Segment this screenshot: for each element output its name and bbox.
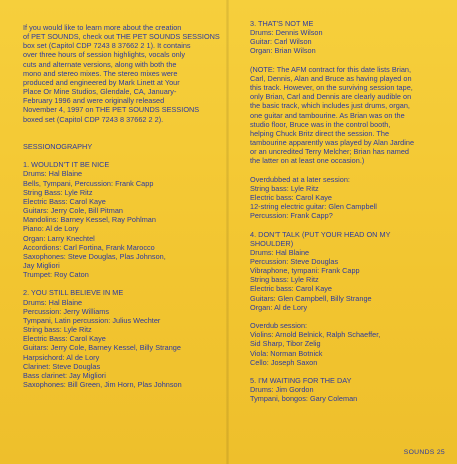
credit-line: Electric Bass: Carol Kaye xyxy=(23,334,106,344)
overdub-title: Overdub session: xyxy=(250,321,308,331)
credit-line: Sid Sharp, Tibor Zelig xyxy=(250,339,321,349)
credit-line: Electric bass: Carol Kaye xyxy=(250,192,333,202)
track-4-overdub-credits xyxy=(250,321,450,367)
credit-line: Drums: Jim Gordon xyxy=(250,385,314,395)
page-fold xyxy=(226,0,229,464)
credit-line: Harpsichord: Al de Lory xyxy=(23,352,100,362)
page-footer xyxy=(404,449,445,456)
intro-line: boxed set (Capitol CDP 7243 8 37662 2 2). xyxy=(23,114,164,124)
note-line: (NOTE: The AFM contract for this date lists Brian, xyxy=(250,64,412,74)
right-column xyxy=(250,19,450,403)
track-2-credits xyxy=(23,288,226,389)
track-title: 5. I'M WAITING FOR THE DAY xyxy=(250,376,352,386)
credit-line: 12-string electric guitar: Glen Campbell xyxy=(250,202,377,212)
credit-line: Tympani, bongos: Gary Coleman xyxy=(250,394,358,404)
credit-line: Organ: Larry Knechtel xyxy=(23,233,95,243)
page-number: 25 xyxy=(436,449,445,456)
track-5-credits xyxy=(250,376,450,403)
credit-line: Tympani, Latin percussion: Julius Wechter xyxy=(23,315,161,325)
intro-line: of PET SOUNDS, check out THE PET SOUNDS SESSIONS xyxy=(23,32,220,42)
intro-line: November 4, 1997 on THE PET SOUNDS SESSIONS xyxy=(23,105,200,115)
credit-line: Guitars: Jerry Cole, Barney Kessel, Billy Strange xyxy=(23,343,181,353)
credit-line: Violins: Arnold Belnick, Ralph Schaeffer, xyxy=(250,330,381,340)
credit-line: Guitars: Glen Campbell, Billy Strange xyxy=(250,293,372,303)
credit-line: Mandolins: Barney Kessel, Ray Pohlman xyxy=(23,215,156,225)
intro-line: over three hours of session highlights, vocals only xyxy=(23,50,186,60)
track-4-credits xyxy=(250,230,450,312)
left-column xyxy=(23,23,226,389)
credit-line: Drums: Dennis Wilson xyxy=(250,28,323,38)
note-line: the latter on at least one occasion.) xyxy=(250,156,365,166)
credit-line: Saxophones: Steve Douglas, Plas Johnson, xyxy=(23,251,166,261)
credit-line: Organ: Brian Wilson xyxy=(250,46,316,56)
credit-line: Percussion: Jerry Williams xyxy=(23,306,110,316)
credit-line: String bass: Lyle Ritz xyxy=(250,275,319,285)
credit-line: Jay Migliori xyxy=(23,261,60,271)
credit-line: Saxophones: Bill Green, Jim Horn, Plas Johnson xyxy=(23,380,182,390)
track-title: 3. THAT'S NOT ME xyxy=(250,19,314,28)
credit-line: Guitar: Carl Wilson xyxy=(250,37,312,47)
intro-line: produced and engineered by Mark Linett at Your xyxy=(23,77,180,87)
session-note xyxy=(250,65,450,166)
credit-line: Clarinet: Steve Douglas xyxy=(23,361,101,371)
intro-line: Place Or Mine Studios, Glendale, CA, January- xyxy=(23,87,177,97)
credit-line: String Bass: Lyle Ritz xyxy=(23,187,93,197)
credit-line: Trumpet: Roy Caton xyxy=(23,270,89,280)
credit-line: Cello: Joseph Saxon xyxy=(250,357,318,367)
intro-line: cuts and alternate versions, along with both the xyxy=(23,59,177,69)
note-line: helping Chuck Britz direct the session. The xyxy=(250,128,390,138)
credit-line: String bass: Lyle Ritz xyxy=(23,325,92,335)
credit-line: Guitars: Jerry Cole, Bill Pitman xyxy=(23,206,123,216)
credit-line: Vibraphone, tympani: Frank Capp xyxy=(250,266,360,276)
credit-line: Bells, Tympani, Percussion: Frank Capp xyxy=(23,178,154,188)
credit-line: String bass: Lyle Ritz xyxy=(250,183,319,193)
section-heading: SESSIONOGRAPHY xyxy=(23,142,93,151)
overdub-title: Overdubbed at a later session: xyxy=(250,174,350,184)
credit-line: Viola: Norman Botnick xyxy=(250,348,323,358)
credit-line: Accordions: Carl Fortina, Frank Marocco xyxy=(23,242,155,252)
credit-line: Drums: Hal Blaine xyxy=(23,297,83,307)
credit-line: Electric bass: Carol Kaye xyxy=(250,284,333,294)
note-line: this track. However, on the surviving session tape, xyxy=(250,83,413,93)
intro-paragraph xyxy=(23,23,226,124)
intro-line: If you would like to learn more about the creation xyxy=(23,23,182,32)
intro-line: box set (Capitol CDP 7243 8 37662 2 1). It contains xyxy=(23,41,191,51)
intro-line: February 1996 and were originally released xyxy=(23,96,165,106)
credit-line: Drums: Hal Blaine xyxy=(23,169,83,179)
note-line: or an uncredited Terry Melcher; Brian has named xyxy=(250,147,409,157)
note-line: one guitar and tambourine. As Brian was on the xyxy=(250,110,405,120)
track-title-continued: SHOULDER) xyxy=(250,238,294,248)
intro-line: mono and stereo mixes. The stereo mixes were xyxy=(23,68,178,78)
credit-line: Organ: Al de Lory xyxy=(250,302,308,312)
credit-line: Percussion: Steve Douglas xyxy=(250,257,339,267)
track-3-overdub-credits xyxy=(250,175,450,221)
note-line: studio floor, Bruce was in the control booth, xyxy=(250,119,391,129)
track-3-credits xyxy=(250,19,450,56)
note-line: tambourine apparently was played by Alan Jardine xyxy=(250,138,415,148)
note-line: Carl, Dennis, Alan and Bruce as having played on xyxy=(250,73,412,83)
track-title: 4. DON'T TALK (PUT YOUR HEAD ON MY xyxy=(250,229,391,239)
note-line: only Brian, Carl and Dennis are clearly audible on xyxy=(250,92,412,102)
credit-line: Percussion: Frank Capp? xyxy=(250,211,333,221)
credit-line: Drums: Hal Blaine xyxy=(250,247,310,257)
note-line: the basic track, which includes just drums, organ, xyxy=(250,101,410,111)
track-1-credits xyxy=(23,160,226,279)
footer-label: SOUNDS xyxy=(403,449,435,456)
track-title: 2. YOU STILL BELIEVE IN ME xyxy=(23,288,124,298)
credit-line: Electric Bass: Carol Kaye xyxy=(23,196,106,206)
track-title: 1. WOULDN'T IT BE NICE xyxy=(23,160,110,170)
credit-line: Piano: Al de Lory xyxy=(23,224,79,234)
credit-line: Bass clarinet: Jay Migliori xyxy=(23,370,106,380)
